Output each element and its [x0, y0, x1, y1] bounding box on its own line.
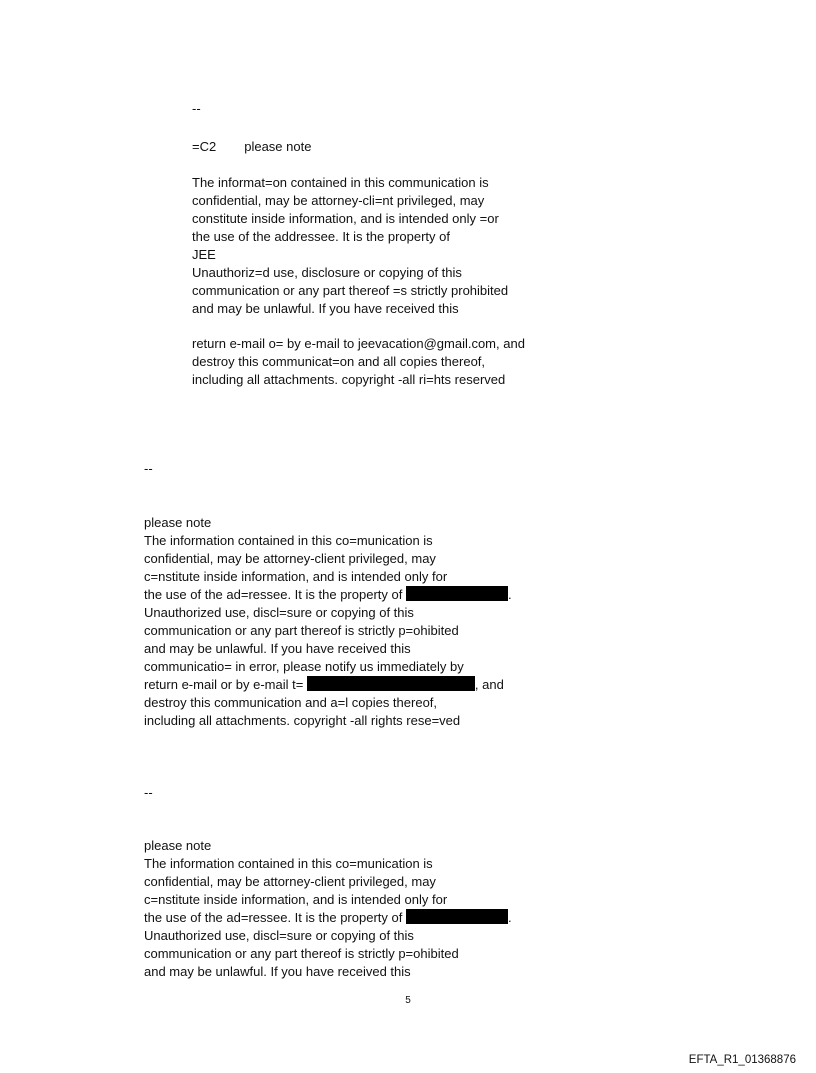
block2-line: Unauthorized use, discl=sure or copying of this	[144, 605, 414, 620]
property-line-text: the use of the ad=ressee. It is the property of	[144, 910, 406, 925]
block1-line: confidential, may be attorney-cli=nt privileged, may	[192, 193, 485, 208]
header-text: please note	[244, 139, 312, 154]
block1-line: JEE	[192, 247, 216, 262]
block3-line: c=nstitute inside information, and is intended only for	[144, 892, 448, 907]
block2-line: including all attachments. copyright -all rights rese=ved	[144, 713, 461, 728]
block3-line: please note	[144, 838, 212, 853]
block1-line: and may be unlawful. If you have received this	[192, 301, 459, 316]
block2-line: communicatio= in error, please notify us immediately by	[144, 659, 464, 674]
block1-line: including all attachments. copyright -all ri=hts reserved	[192, 372, 506, 387]
block1-line: constitute inside information, and is intended only =or	[192, 211, 499, 226]
bates-number: EFTA_R1_01368876	[688, 1054, 796, 1066]
block2-line: communication or any part thereof is strictly p=ohibited	[144, 623, 459, 638]
block1-line: return e-mail o= by e-mail to jeevacation@gmail.com, and	[192, 336, 525, 351]
block1-line: destroy this communicat=on and all copies thereof,	[192, 354, 486, 369]
block2-line: and may be unlawful. If you have received this	[144, 641, 411, 656]
block3-line: confidential, may be attorney-client privileged, may	[144, 874, 436, 889]
page-number: 5	[405, 995, 411, 1006]
email-line-suffix: , and	[474, 677, 504, 692]
header-code: =C2	[192, 139, 217, 154]
block1-header	[192, 138, 311, 156]
block1-line: Unauthoriz=d use, disclosure or copying of this	[192, 265, 462, 280]
block1-line: The informat=on contained in this communication is	[192, 175, 489, 190]
block2-email-line	[144, 676, 504, 694]
block3-line: and may be unlawful. If you have received this	[144, 964, 411, 979]
block3-property-line	[144, 909, 512, 927]
block1-line: the use of the addressee. It is the property of	[192, 229, 450, 244]
block2-line: destroy this communication and a=l copies thereof,	[144, 695, 438, 710]
email-line-text: return e-mail or by e-mail t=	[144, 677, 307, 692]
block2-line: confidential, may be attorney-client privileged, may	[144, 551, 436, 566]
block3-line: communication or any part thereof is strictly p=ohibited	[144, 946, 459, 961]
property-line-suffix: .	[507, 910, 512, 925]
block3-line: Unauthorized use, discl=sure or copying of this	[144, 928, 414, 943]
separator-3: --	[144, 785, 153, 800]
property-line-text: the use of the ad=ressee. It is the property of	[144, 587, 406, 602]
block2-line: The information contained in this co=munication is	[144, 533, 433, 548]
separator-1: --	[192, 101, 201, 116]
block2-line: c=nstitute inside information, and is intended only for	[144, 569, 448, 584]
block1-line: communication or any part thereof =s strictly prohibited	[192, 283, 509, 298]
redaction-box	[406, 909, 508, 924]
redaction-box	[406, 586, 508, 601]
separator-2: --	[144, 461, 153, 476]
redaction-box	[307, 676, 475, 691]
property-line-suffix: .	[507, 587, 512, 602]
block3-line: The information contained in this co=munication is	[144, 856, 433, 871]
block2-property-line	[144, 586, 512, 604]
block2-line: please note	[144, 515, 212, 530]
